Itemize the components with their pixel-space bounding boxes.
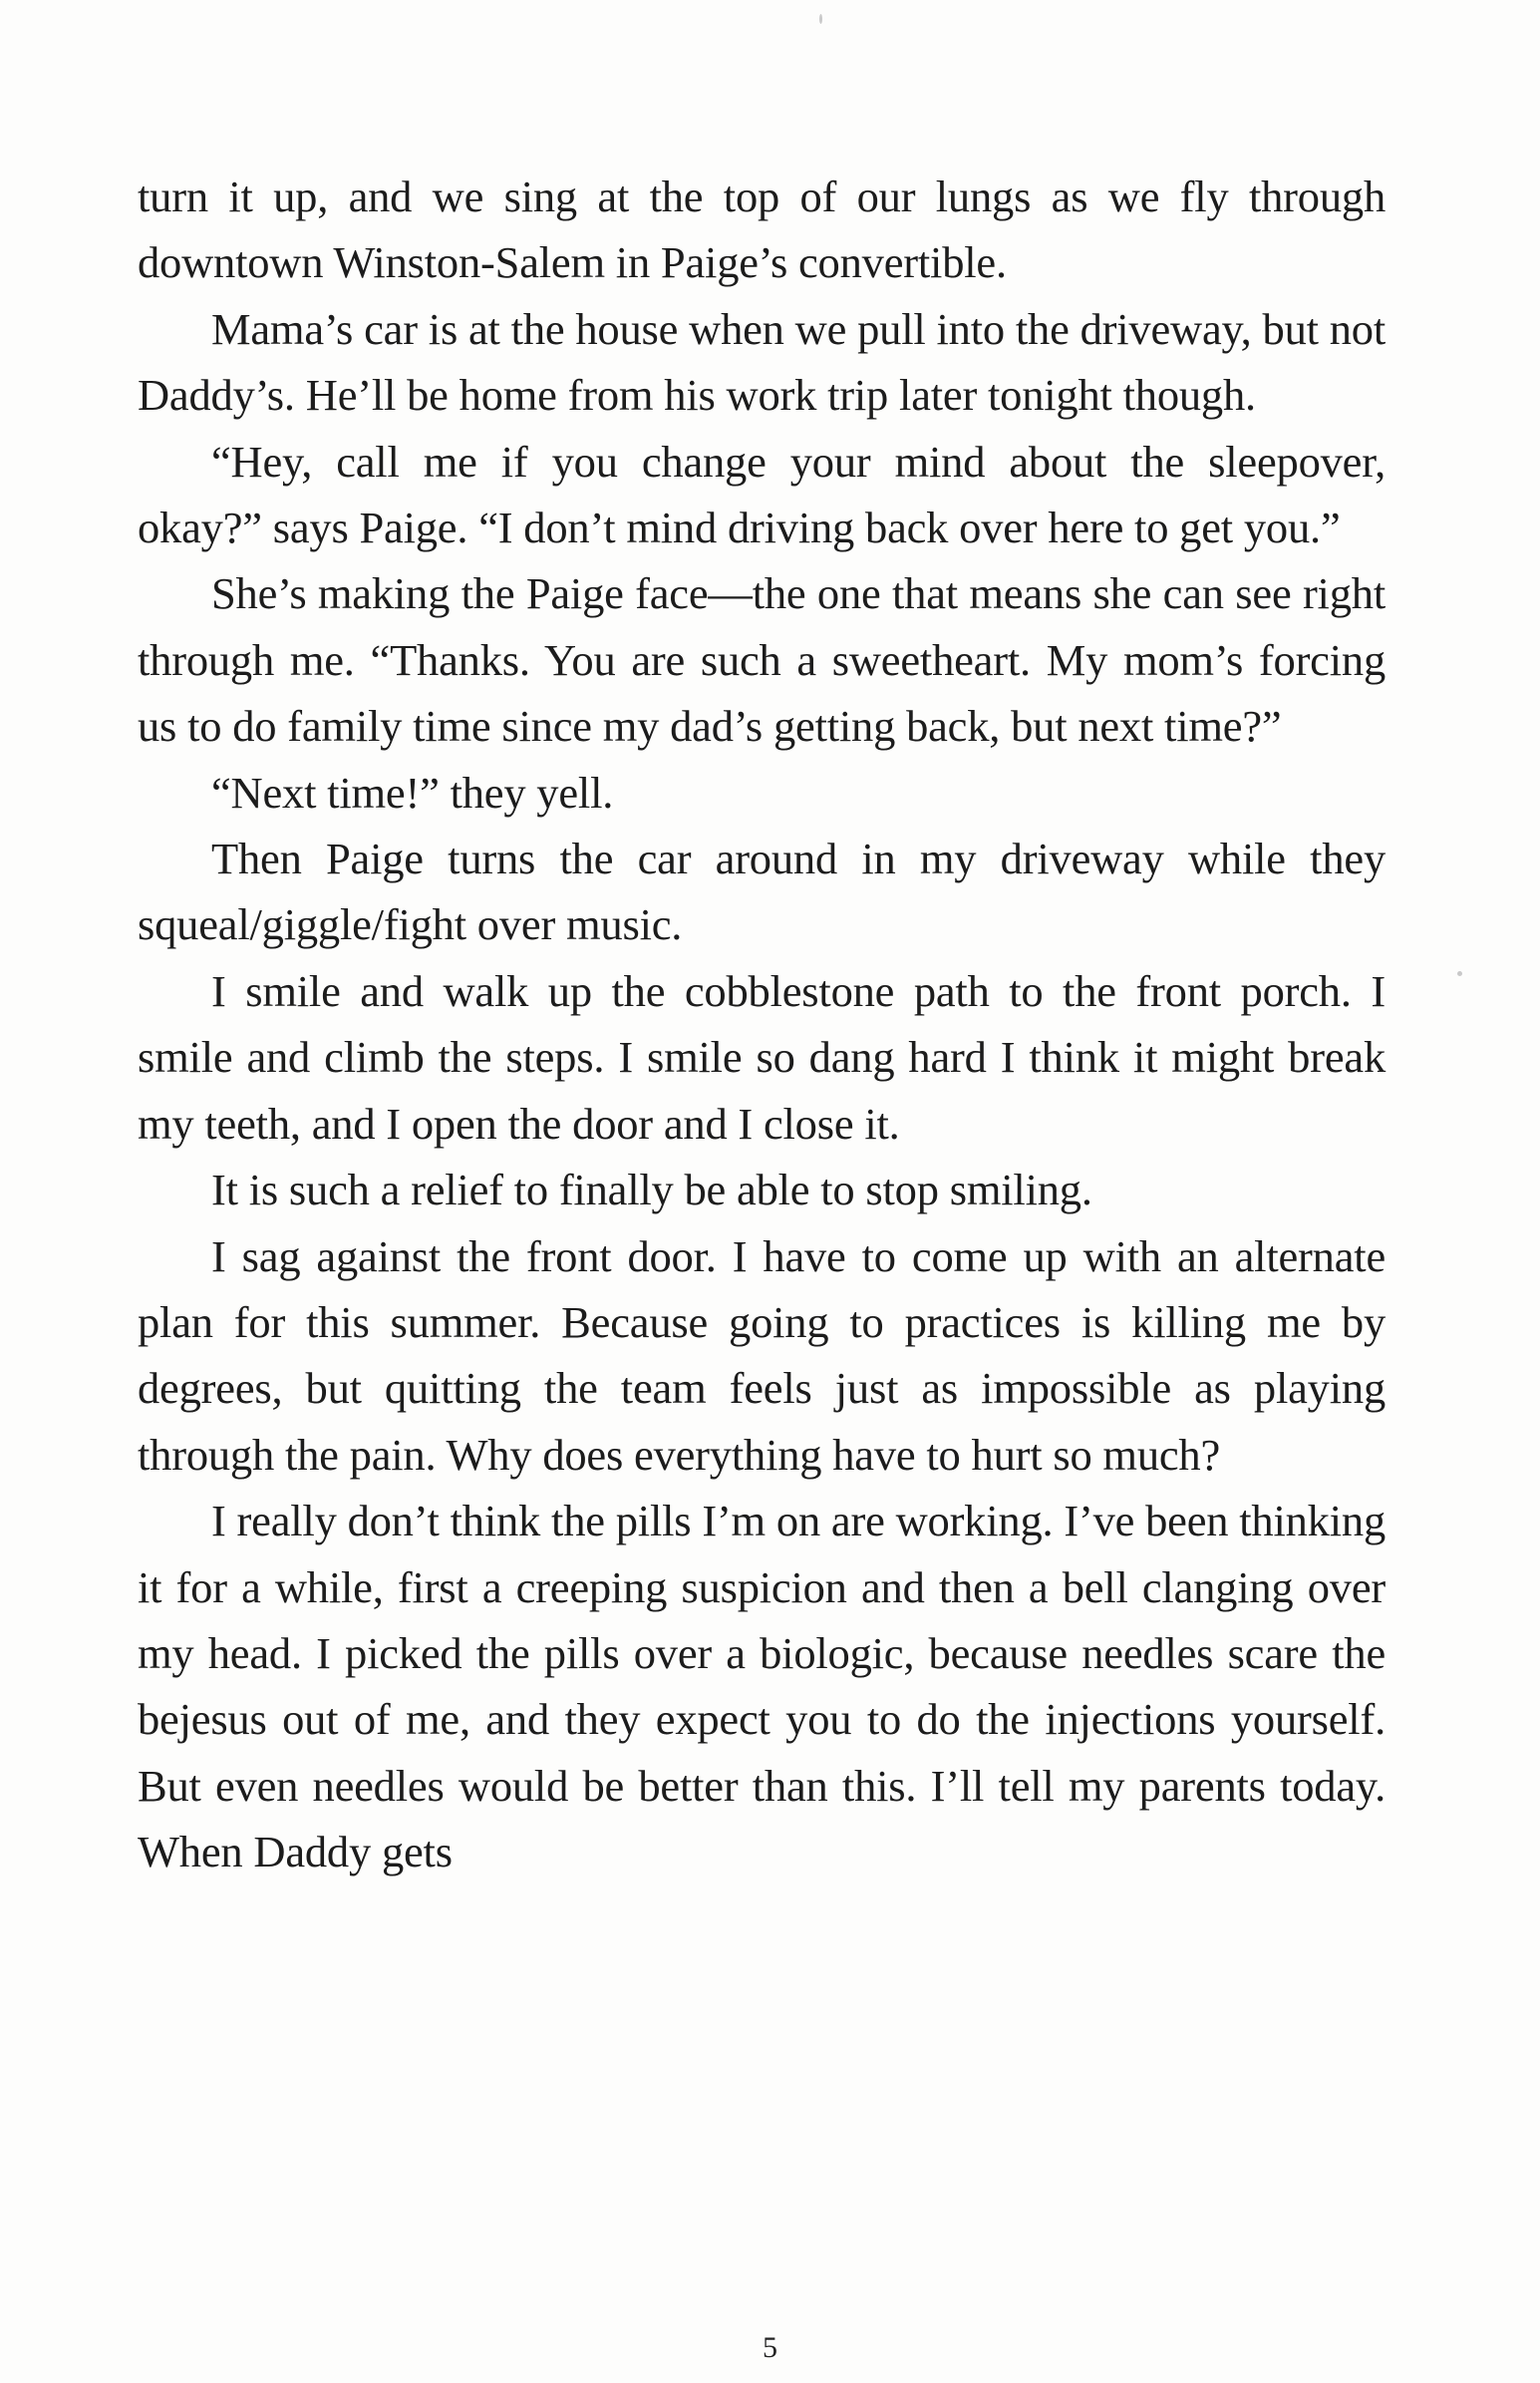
paragraph: “Next time!” they yell. (211, 767, 614, 818)
paragraph: I really don’t think the pills I’m on are working. I’ve been thinking it for a while, first a creeping suspicion and then a bell clanging over my head. I picked the pills over a biologic, because needles scare the bejesus out of me, and they expect you to do the injections yourself. But even needles would be better than this. I’ll tell my parents today. When Daddy gets (138, 1496, 1386, 1877)
paragraph: It is such a relief to finally be able to stop smiling. (211, 1165, 1092, 1215)
paragraph: Mama’s car is at the house when we pull into the driveway, but not Daddy’s. He’ll be home from his work trip later tonight though. (138, 303, 1386, 421)
paper-speck (819, 14, 822, 24)
paragraph: I sag against the front door. I have to come up with an alternate plan for this summer. Because going to practices is killing me by degrees, but quitting the team feels just as impossible as playing through the pain. Why does everything have to hurt so much? (138, 1230, 1386, 1480)
body-text (138, 164, 1386, 1885)
paper-speck (1457, 971, 1462, 976)
paragraph: I smile and walk up the cobblestone path to the front porch. I smile and climb the steps. I smile so dang hard I think it might break my teeth, and I open the door and I close it. (138, 965, 1386, 1149)
paragraph: Then Paige turns the car around in my driveway while they squeal/giggle/fight over music. (138, 834, 1386, 950)
paragraph: turn it up, and we sing at the top of our lungs as we fly through downtown Winston-Salem in Paige’s convertible. (138, 171, 1386, 288)
paragraph: “Hey, call me if you change your mind about the sleepover, okay?” says Paige. “I don’t mind driving back over here to get you.” (138, 436, 1386, 553)
paragraph: She’s making the Paige face—the one that means she can see right through me. “Thanks. You are such a sweetheart. My mom’s forcing us to do family time since my dad’s getting back, but next time?” (138, 568, 1386, 752)
page-number: 5 (763, 2331, 777, 2364)
